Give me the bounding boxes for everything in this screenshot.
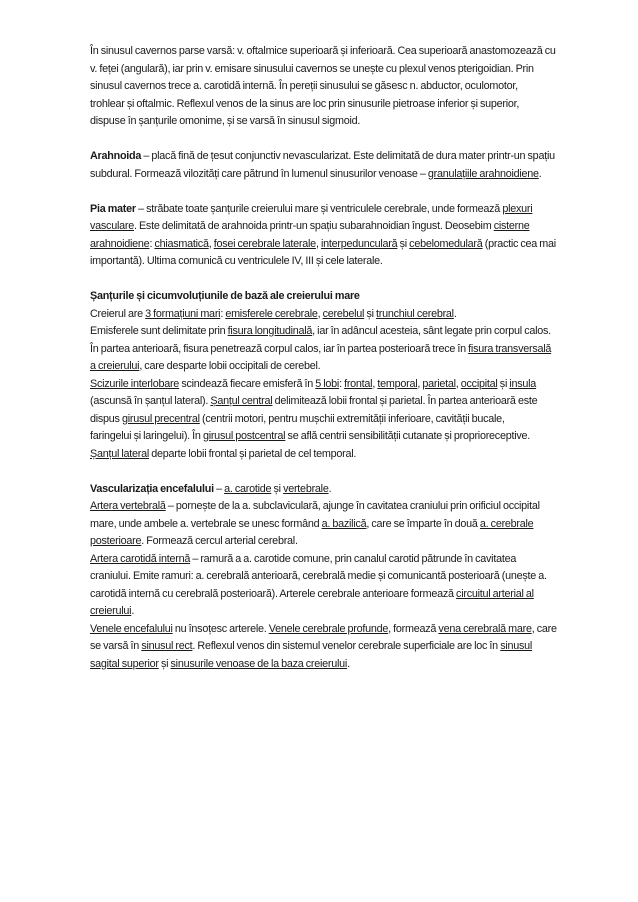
text-line: mare, unde ambele a. vertebrale se unesc formând a. bazilică, care se împarte în două a. cerebrale <box>90 517 534 530</box>
text-line: Scizurile interlobare scindează fiecare emisferă în 5 lobi: frontal, temporal, parietal, occipital și insula <box>90 377 537 390</box>
text-line: Vascularizația encefalului – a. carotide și vertebrale. <box>90 482 332 495</box>
text-line: (ascunsă în șanțul lateral). Șanțul central delimitează lobii frontal și parietal. În partea anterioară este <box>90 395 538 407</box>
text-line: vasculare. Este delimitată de arahnoida printr-un spațiu subarahnoidian îngust. Deosebim cisterne <box>90 220 530 232</box>
paragraph <box>90 148 565 183</box>
text-line: craniului. Emite ramuri: a. cerebrală anterioară, cerebrală medie și comunicantă posterioară (unește a. <box>90 570 547 582</box>
text-line: v. feței (angulară), iar prin v. emisare sinusului cavernos se unește cu plexul venos pterigoidian. Prin <box>90 62 534 75</box>
text-line: faringelui și laringelui). În girusul postcentral se află centrii sensibilității cutanate și proprioreceptive. <box>90 430 531 442</box>
text-line: dispuse în șanțurile omonime, și se varsă în sinusul sigmoid. <box>90 115 361 127</box>
text-line: sinusul cavernos trece a. carotidă internă. În pereții sinusului se găsesc n. abductor, oculomotor, <box>90 80 518 92</box>
text-line: Artera vertebrală – pornește de la a. subclaviculară, ajunge în cavitatea craniului prin orificiul occipital <box>90 500 540 512</box>
text-line: Creierul are 3 formațiuni mari: emisferele cerebrale, cerebelul și trunchiul cerebral. <box>90 307 457 320</box>
text-line: În sinusul cavernos parse varsă: v. oftalmice superioară și inferioară. Cea superioară anastomozează cu <box>90 45 556 57</box>
document-page <box>90 43 565 673</box>
paragraph <box>90 481 565 674</box>
text-line: Șanțurile și cicumvoluțiunile de bază ale creierului mare <box>90 290 360 302</box>
text-line: Artera carotidă internă – ramură a a. carotide comune, prin canalul carotid pătrunde în cavitatea <box>90 552 517 565</box>
text-line: arahnoidiene: chiasmatică, fosei cerebrale laterale, interpedunculară și cebelomedulară (practic cea mai <box>90 237 556 250</box>
paragraph <box>90 201 565 271</box>
text-line: dispus girusul precentral (centrii motori, pentru mușchii extremității inferioare, cavității bucale, <box>90 412 505 425</box>
text-line: a creierului, care desparte lobii occipitali de cerebel. <box>90 360 321 372</box>
text-line: Șanțul lateral departe lobii frontal și parietal de cel temporal. <box>90 447 357 460</box>
text-line: posterioare. Formează cercul arterial cerebral. <box>90 535 298 547</box>
text-line: sagital superior și sinusurile venoase de la baza creierului. <box>90 657 350 670</box>
text-line: creierului. <box>90 605 135 617</box>
text-line: subdural. Formează vilozități care pătrund în lumenul sinusurilor venoase – granulațiile arahnoidiene. <box>90 167 542 180</box>
paragraph <box>90 43 565 131</box>
text-line: Venele encefalului nu însoțesc arterele. Venele cerebrale profunde, formează vena cerebrală mare, care <box>90 622 557 635</box>
text-line: se varsă în sinusul rect. Reflexul venos din sistemul venelor cerebrale superficiale are loc în sinusul <box>90 640 533 652</box>
text-line: Pia mater – străbate toate șanțurile creierului mare și ventriculele cerebrale, unde formează plexuri <box>90 202 533 215</box>
text-line: Emisferele sunt delimitate prin fisura longitudinală, iar în adâncul acesteia, sânt legate prin corpul calos. <box>90 325 551 337</box>
text-line: importantă). Ultima comunică cu ventriculele IV, III și cele laterale. <box>90 255 383 267</box>
text-line: trohlear și oftalmic. Reflexul venos de la sinus are loc prin sinusurile pietroase inferior și superior, <box>90 97 520 110</box>
text-line: În partea anterioară, fisura penetrează corpul calos, iar în partea posterioară trece în fisura transversală <box>90 342 552 355</box>
text-line: carotidă internă cu cerebrală posterioară). Arterele cerebrale anterioare formează circuitul arterial al <box>90 587 534 600</box>
paragraph <box>90 288 565 463</box>
text-line: Arahnoida – placă fină de țesut conjunctiv nevascularizat. Este delimitată de dura mater printr-un spațiu <box>90 150 555 162</box>
